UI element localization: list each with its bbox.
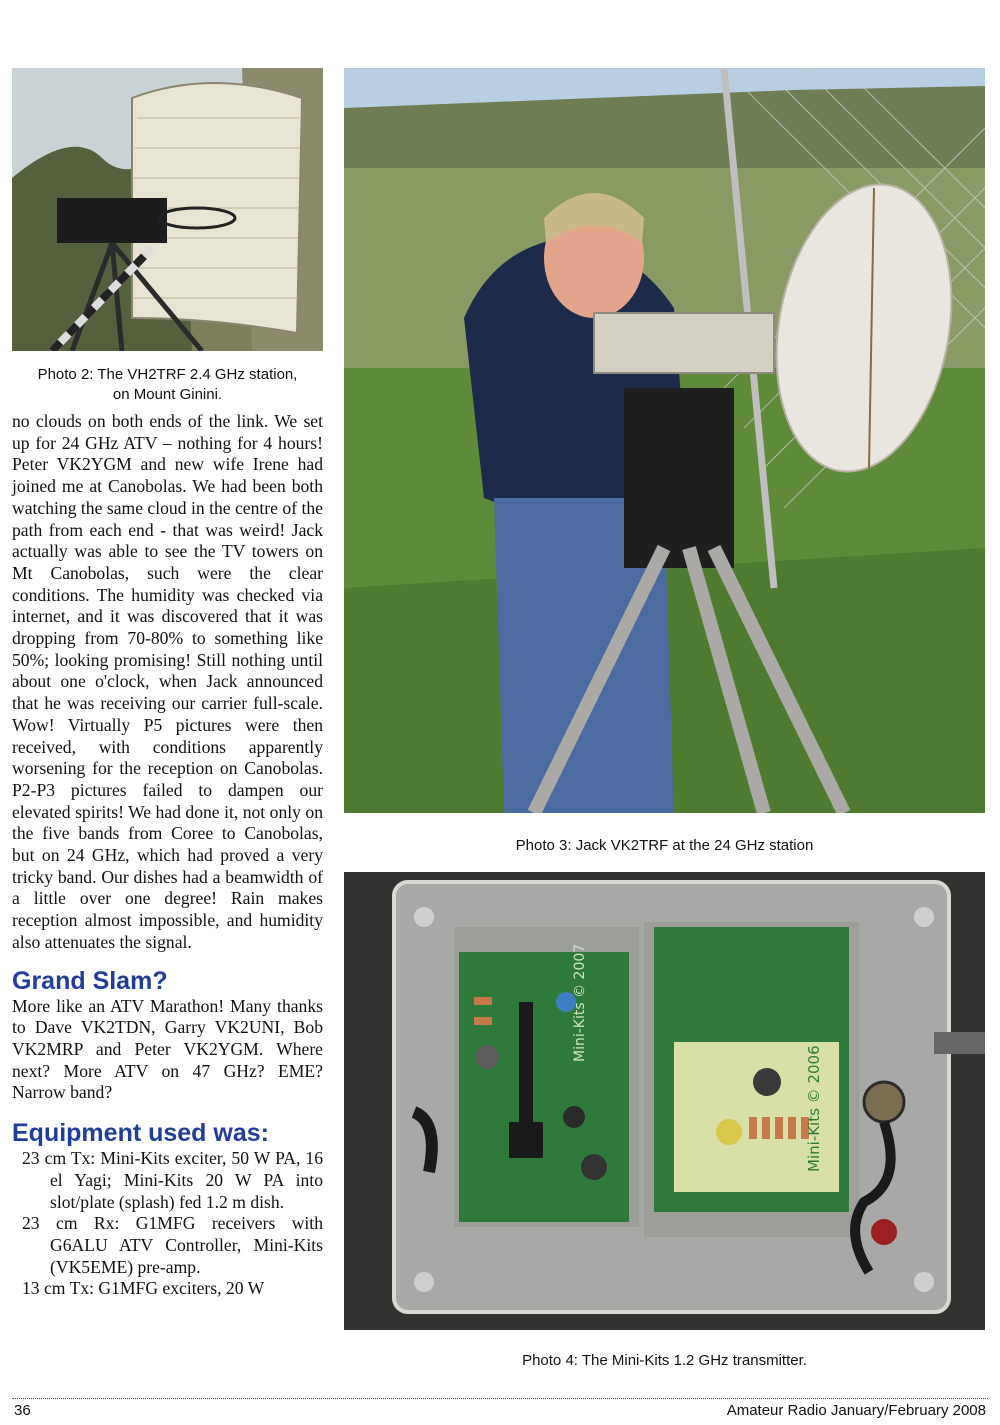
photo-3-caption: Photo 3: Jack VK2TRF at the 24 GHz station	[515, 837, 814, 854]
photo-2-caption	[12, 365, 323, 405]
equipment-item: 23 cm Rx: G1MFG receivers with G6ALU ATV Controller, Mini-Kits (VK5EME) pre-amp.	[22, 1213, 323, 1277]
article-column-left	[12, 411, 323, 1300]
heading-grand-slam: Grand Slam?	[12, 966, 168, 995]
equipment-item: 13 cm Tx: G1MFG exciters, 20 W	[22, 1278, 265, 1299]
photo-3-image	[344, 68, 985, 813]
pcb-label-right: Mini-Kits © 2006	[805, 1045, 823, 1172]
equipment-item: 23 cm Tx: Mini-Kits exciter, 50 W PA, 16 el Yagi; Mini-Kits 20 W PA into slot/plate (splash) fed 1.2 m dish.	[22, 1148, 323, 1212]
photo-2-caption-line-1: Photo 2: The VH2TRF 2.4 GHz station,	[37, 366, 298, 383]
photo-4-image	[344, 872, 985, 1330]
heading-equipment: Equipment used was:	[12, 1119, 269, 1148]
photo-2-caption-line-2: on Mount Ginini.	[112, 386, 223, 403]
page-number: 36	[14, 1402, 31, 1419]
pcb-label-left: Mini-Kits © 2007	[572, 943, 588, 1062]
photo-4-caption: Photo 4: The Mini-Kits 1.2 GHz transmitter.	[522, 1352, 807, 1369]
footer-divider	[12, 1398, 988, 1399]
photo-2-image	[12, 68, 323, 351]
publication-name: Amateur Radio January/February 2008	[726, 1402, 986, 1419]
equipment-list	[12, 1148, 323, 1300]
article-paragraph-1: no clouds on both ends of the link. We set up for 24 GHz ATV – nothing for 4 hours! Peter VK2YGM and new wife Irene had joined me at Canobolas. We had been both watching the same cloud in the centre of the path from each end - that was weird! Jack actually was able to see the TV towers on Mt Canobolas, such were the clear conditions. The humidity was checked via internet, and it was discovered that it was dropping from 70-80% to something like 50%; looking promising! Still nothing until about one o'clock, when Jack announced that he was receiving our carrier full-scale. Wow! Virtually P5 pictures were then received, with conditions apparently worsening for the reception on Canobolas. P2-P3 pictures failed to dampen our elevated spirits! We had done it, not only on the five bands from Coree to Canobolas, but on 24 GHz, which had proved a very tricky band. Our dishes had a beamwidth of a little over one degree! Rain makes reception almost impossible, and humidity also attenuates the signal.	[12, 411, 323, 952]
article-paragraph-2: More like an ATV Marathon! Many thanks to Dave VK2TDN, Garry VK2UNI, Bob VK2MRP and Peter VK2YGM. Where next? More ATV on 47 GHz? EME? Narrow band?	[12, 995, 323, 1103]
